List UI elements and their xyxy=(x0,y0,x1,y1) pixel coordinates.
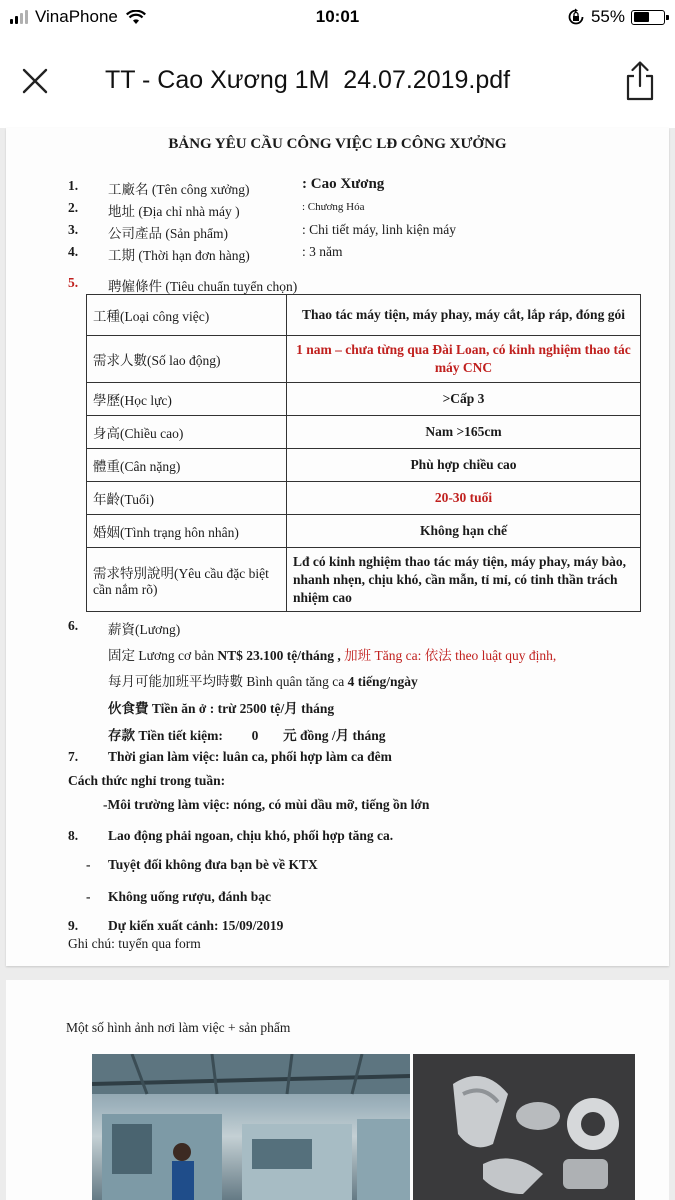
info-value: : Chi tiết máy, linh kiện máy xyxy=(302,222,456,237)
bullet-item: Không uống rượu, đánh bạc xyxy=(108,889,272,904)
battery-icon xyxy=(631,10,665,25)
table-cell-label: 婚姻(Tình trạng hôn nhân) xyxy=(87,515,287,548)
table-cell-label: 需求人數(Số lao động) xyxy=(87,336,287,383)
work-time: Thời gian làm việc: luân ca, phối hợp làm ca đêm xyxy=(108,749,392,764)
rest-label: Cách thức nghỉ trong tuần: xyxy=(68,773,226,788)
environment: -Môi trường làm việc: nóng, có mùi dầu mỡ, tiếng ồn lớn xyxy=(103,797,430,812)
photos-caption: Một số hình ảnh nơi làm việc + sản phẩm xyxy=(66,1020,291,1035)
table-cell-value: 1 nam – chưa từng qua Đài Loan, có kinh nghiệm thao tác máy CNC xyxy=(287,336,641,383)
row-number: 7. xyxy=(68,749,79,764)
savings-suffix: 元 đồng /月 tháng xyxy=(283,728,386,743)
salary-line xyxy=(108,644,556,664)
table-cell-value: Thao tác máy tiện, máy phay, máy cắt, lắp ráp, đóng gói xyxy=(287,295,641,336)
table-row xyxy=(87,336,641,383)
salary-base-prefix: 固定 Lương cơ bản xyxy=(108,648,214,663)
battery-level xyxy=(634,12,650,22)
document-nav-bar xyxy=(0,36,675,128)
info-label: 工廠名 (Tên công xưởng) xyxy=(108,182,250,197)
close-icon[interactable] xyxy=(18,64,52,98)
table-cell-value: Lđ có kinh nghiệm thao tác máy tiện, máy phay, máy bào, nhanh nhẹn, chịu khó, cần mẫn, tỉ mỉ, có tinh thần trách nhiệm cao xyxy=(287,548,641,612)
table-cell-value: >Cấp 3 xyxy=(287,383,641,416)
table-cell-label: 體重(Cân nặng) xyxy=(87,449,287,482)
rule: Lao động phải ngoan, chịu khó, phối hợp tăng ca. xyxy=(108,828,394,843)
info-value: : Chương Hóa xyxy=(302,201,365,213)
savings-prefix: 存款 Tiền tiết kiệm: xyxy=(108,728,223,743)
note: Ghi chú: tuyển qua form xyxy=(68,936,201,951)
rotation-lock-icon xyxy=(567,8,585,26)
row-number: 1. xyxy=(68,178,79,193)
table-row xyxy=(87,383,641,416)
status-time: 10:01 xyxy=(315,7,360,26)
table-row xyxy=(87,515,641,548)
bullet-dash: - xyxy=(86,889,91,904)
food-line: 伙食費 Tiền ăn ở : trừ 2500 tệ/月 tháng xyxy=(108,701,335,716)
table-cell-value: Phù hợp chiều cao xyxy=(287,449,641,482)
table-cell-label: 學歷(Học lực) xyxy=(87,383,287,416)
savings-line xyxy=(108,724,386,744)
pdf-page-2 xyxy=(6,980,669,1200)
factory-photo xyxy=(92,1054,410,1200)
row-number: 4. xyxy=(68,244,79,259)
info-label: 地址 (Địa chỉ nhà máy ) xyxy=(108,204,240,219)
table-cell-value: Không hạn chế xyxy=(287,515,641,548)
info-label: 工期 (Thời hạn đơn hàng) xyxy=(108,248,250,263)
requirements-table xyxy=(86,294,641,612)
status-right xyxy=(567,7,665,27)
table-cell-value: Nam >165cm xyxy=(287,416,641,449)
bullet-dash: - xyxy=(86,857,91,872)
overtime-prefix: 每月可能加班平均時數 Bình quân tăng ca xyxy=(108,674,345,689)
table-row xyxy=(87,416,641,449)
row-number: 2. xyxy=(68,200,79,215)
table-cell-label: 工種(Loại công việc) xyxy=(87,295,287,336)
row-number: 8. xyxy=(68,828,79,843)
info-value: : Cao Xương xyxy=(302,176,385,192)
table-cell-value: 20-30 tuổi xyxy=(287,482,641,515)
row-number: 6. xyxy=(68,618,79,633)
row-number: 9. xyxy=(68,918,79,933)
salary-overtime: 加班 Tăng ca: 依法 theo luật quy định, xyxy=(344,648,557,663)
battery-percent: 55% xyxy=(590,7,625,26)
products-photo xyxy=(413,1054,635,1200)
overtime-line xyxy=(108,670,418,690)
status-bar xyxy=(0,0,675,36)
criteria-label: 聘僱條件 (Tiêu chuẩn tuyển chọn) xyxy=(108,279,298,294)
table-cell-label: 年齡(Tuổi) xyxy=(87,482,287,515)
table-row xyxy=(87,548,641,612)
pdf-page-1 xyxy=(6,128,669,966)
carrier-name: VinaPhone xyxy=(35,7,118,26)
bullet-item: Tuyệt đối không đưa bạn bè về KTX xyxy=(108,857,318,872)
table-row xyxy=(87,295,641,336)
table-row xyxy=(87,482,641,515)
table-row xyxy=(87,449,641,482)
savings-value: 0 xyxy=(251,728,259,743)
document-title: TT - Cao Xương 1M 24.07.2019.pdf xyxy=(105,66,511,94)
overtime-value: 4 tiếng/ngày xyxy=(347,674,418,689)
salary-base-value: NT$ 23.100 tệ/tháng , xyxy=(217,648,341,663)
departure: Dự kiến xuất cảnh: 15/09/2019 xyxy=(108,918,284,933)
row-number: 3. xyxy=(68,222,79,237)
table-cell-label: 身高(Chiều cao) xyxy=(87,416,287,449)
row-number: 5. xyxy=(68,275,79,290)
table-cell-label: 需求特別說明(Yêu cầu đặc biệt cần nắm rõ) xyxy=(87,548,287,612)
info-label: 公司產品 (Sản phẩm) xyxy=(108,226,228,241)
info-value: : 3 năm xyxy=(302,244,343,259)
doc-heading: BẢNG YÊU CẦU CÔNG VIỆC LĐ CÔNG XƯỞNG xyxy=(168,136,507,152)
salary-label: 薪資(Lương) xyxy=(108,622,181,637)
share-icon[interactable] xyxy=(623,60,657,102)
